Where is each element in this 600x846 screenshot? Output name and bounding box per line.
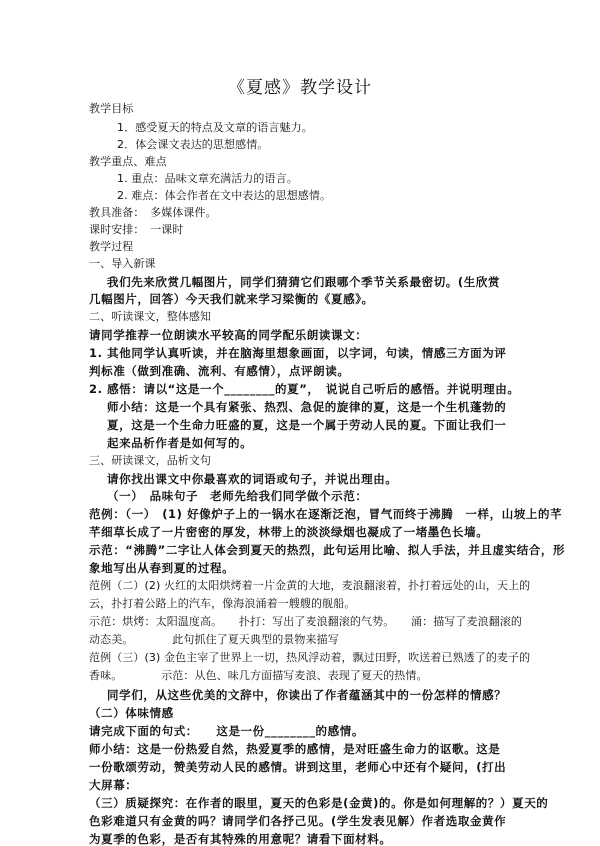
text-line: 师小结：这是一份热爱自然，热爱夏季的感情，是对旺盛生命力的讴歌。这是	[89, 742, 501, 756]
text-line: 教具准备： 多媒体课件。	[89, 206, 217, 219]
text-line: （三）质疑探究：在作者的眼里，夏天的色彩是(金黄)的。你是如何理解的？）夏天的	[89, 796, 549, 810]
text-line: 请你找出课文中你最喜欢的词语或句子，并说出理由。	[107, 472, 398, 486]
text-line: 三、研读课文，品析文句	[89, 454, 212, 467]
text-line: 课时安排： 一课时	[89, 223, 184, 236]
text-line: 2．体会课文表达的思想感情。	[117, 138, 269, 151]
text-line: 教学过程	[89, 240, 134, 253]
text-line: 同学们，从这些优美的文辞中，你读出了作者蕴涵其中的一份怎样的情感？	[107, 688, 507, 702]
text-line: 1. 重点：品味文章充满活力的语言。	[117, 172, 298, 185]
text-line: 示范：“沸腾”二字让人体会到夏天的热烈，此句运用比喻、拟人手法，并且虚实结合，形	[89, 543, 566, 557]
text-line: 范例（二）(2) 火红的太阳烘烤着一片金黄的大地，麦浪翻滚着，扑打着远处的山，天上的	[89, 579, 531, 592]
text-line: 芊细草长成了一片密密的厚发，林带上的淡淡绿烟也凝成了一堵墨色长墙。	[89, 525, 489, 539]
text-line: 1．感受夏天的特点及文章的语言魅力。	[117, 121, 313, 134]
text-line: 我们先来欣赏几幅图片，同学们猜猜它们跟哪个季节关系最密切。(生欣赏	[107, 275, 501, 289]
text-line: （一） 品味句子 老师先给我们同学做个示范：	[107, 489, 368, 503]
text-line: 一份歌颂劳动，赞美劳动人民的感情。讲到这里，老师心中还有个疑问，(打出	[89, 760, 507, 774]
text-line: 夏，这是一个生命力旺盛的夏，这是一个属于劳动人民的夏。下面让我们一	[107, 418, 507, 432]
text-line: 动态美。 此句抓住了夏天典型的景物来描写	[89, 633, 339, 646]
text-line: 几幅图片，回答）今天我们就来学习梁衡的《夏感》。	[89, 292, 374, 306]
text-line: 起来品析作者是如何写的。	[107, 436, 253, 450]
text-line: 范例（三）(3) 金色主宰了世界上一切，热风浮动着，飘过田野，吹送着已熟透了的麦子的	[89, 651, 531, 664]
page-title: 《夏感》教学设计	[228, 78, 372, 98]
text-line: 1. 其他同学认真听读，并在脑海里想象画面，以字词，句读，情感三方面为评	[89, 346, 507, 360]
text-line: 请完成下面的句式： 这是一份________的感情。	[89, 724, 364, 738]
text-line: 云，扑打着公路上的汽车，像海浪涌着一艘艘的舰船。	[89, 597, 356, 610]
text-line: 一、导入新课	[89, 257, 156, 270]
text-line: （二）体味情感	[89, 706, 174, 720]
text-line: 香味。 示范：从色、味几方面描写麦浪、表现了夏天的热情。	[89, 669, 428, 682]
text-line: 判标准（做到准确、流利、有感情），点评朗读。	[89, 364, 350, 378]
text-line: 2. 难点：体会作者在文中表达的思想感情。	[117, 189, 332, 202]
text-line: 示范：烘烤：太阳温度高。 扑打：写出了麦浪翻滚的气势。 涌：描写了麦浪翻滚的	[89, 615, 522, 628]
text-line: 为夏季的色彩，是否有其特殊的用意呢？请看下面材料。	[89, 832, 392, 846]
text-line: 请同学推荐一位朗读水平较高的同学配乐朗读课文：	[89, 328, 368, 342]
text-line: 色彩难道只有金黄的吗？请同学们各抒己见。(学生发表见解）作者选取金黄作	[89, 814, 507, 828]
text-line: 2. 感悟：请以“这是一个________的夏”， 说说自己听后的感悟。并说明理由。	[89, 382, 520, 396]
text-line: 师小结：这是一个具有紧张、热烈、急促的旋律的夏，这是一个生机蓬勃的	[107, 400, 507, 414]
text-line: 教学重点、难点	[89, 155, 167, 168]
text-line: 范例：（一） (1) 好像炉子上的一锅水在逐渐泛泡，冒气而终于沸腾 一样，山坡上的芊	[89, 507, 563, 521]
text-line: 教学目标	[89, 102, 134, 115]
text-line: 象地写出从春到夏的过程。	[89, 561, 235, 575]
text-line: 二、听读课文，整体感知	[89, 310, 212, 323]
text-line: 大屏幕：	[89, 778, 138, 792]
